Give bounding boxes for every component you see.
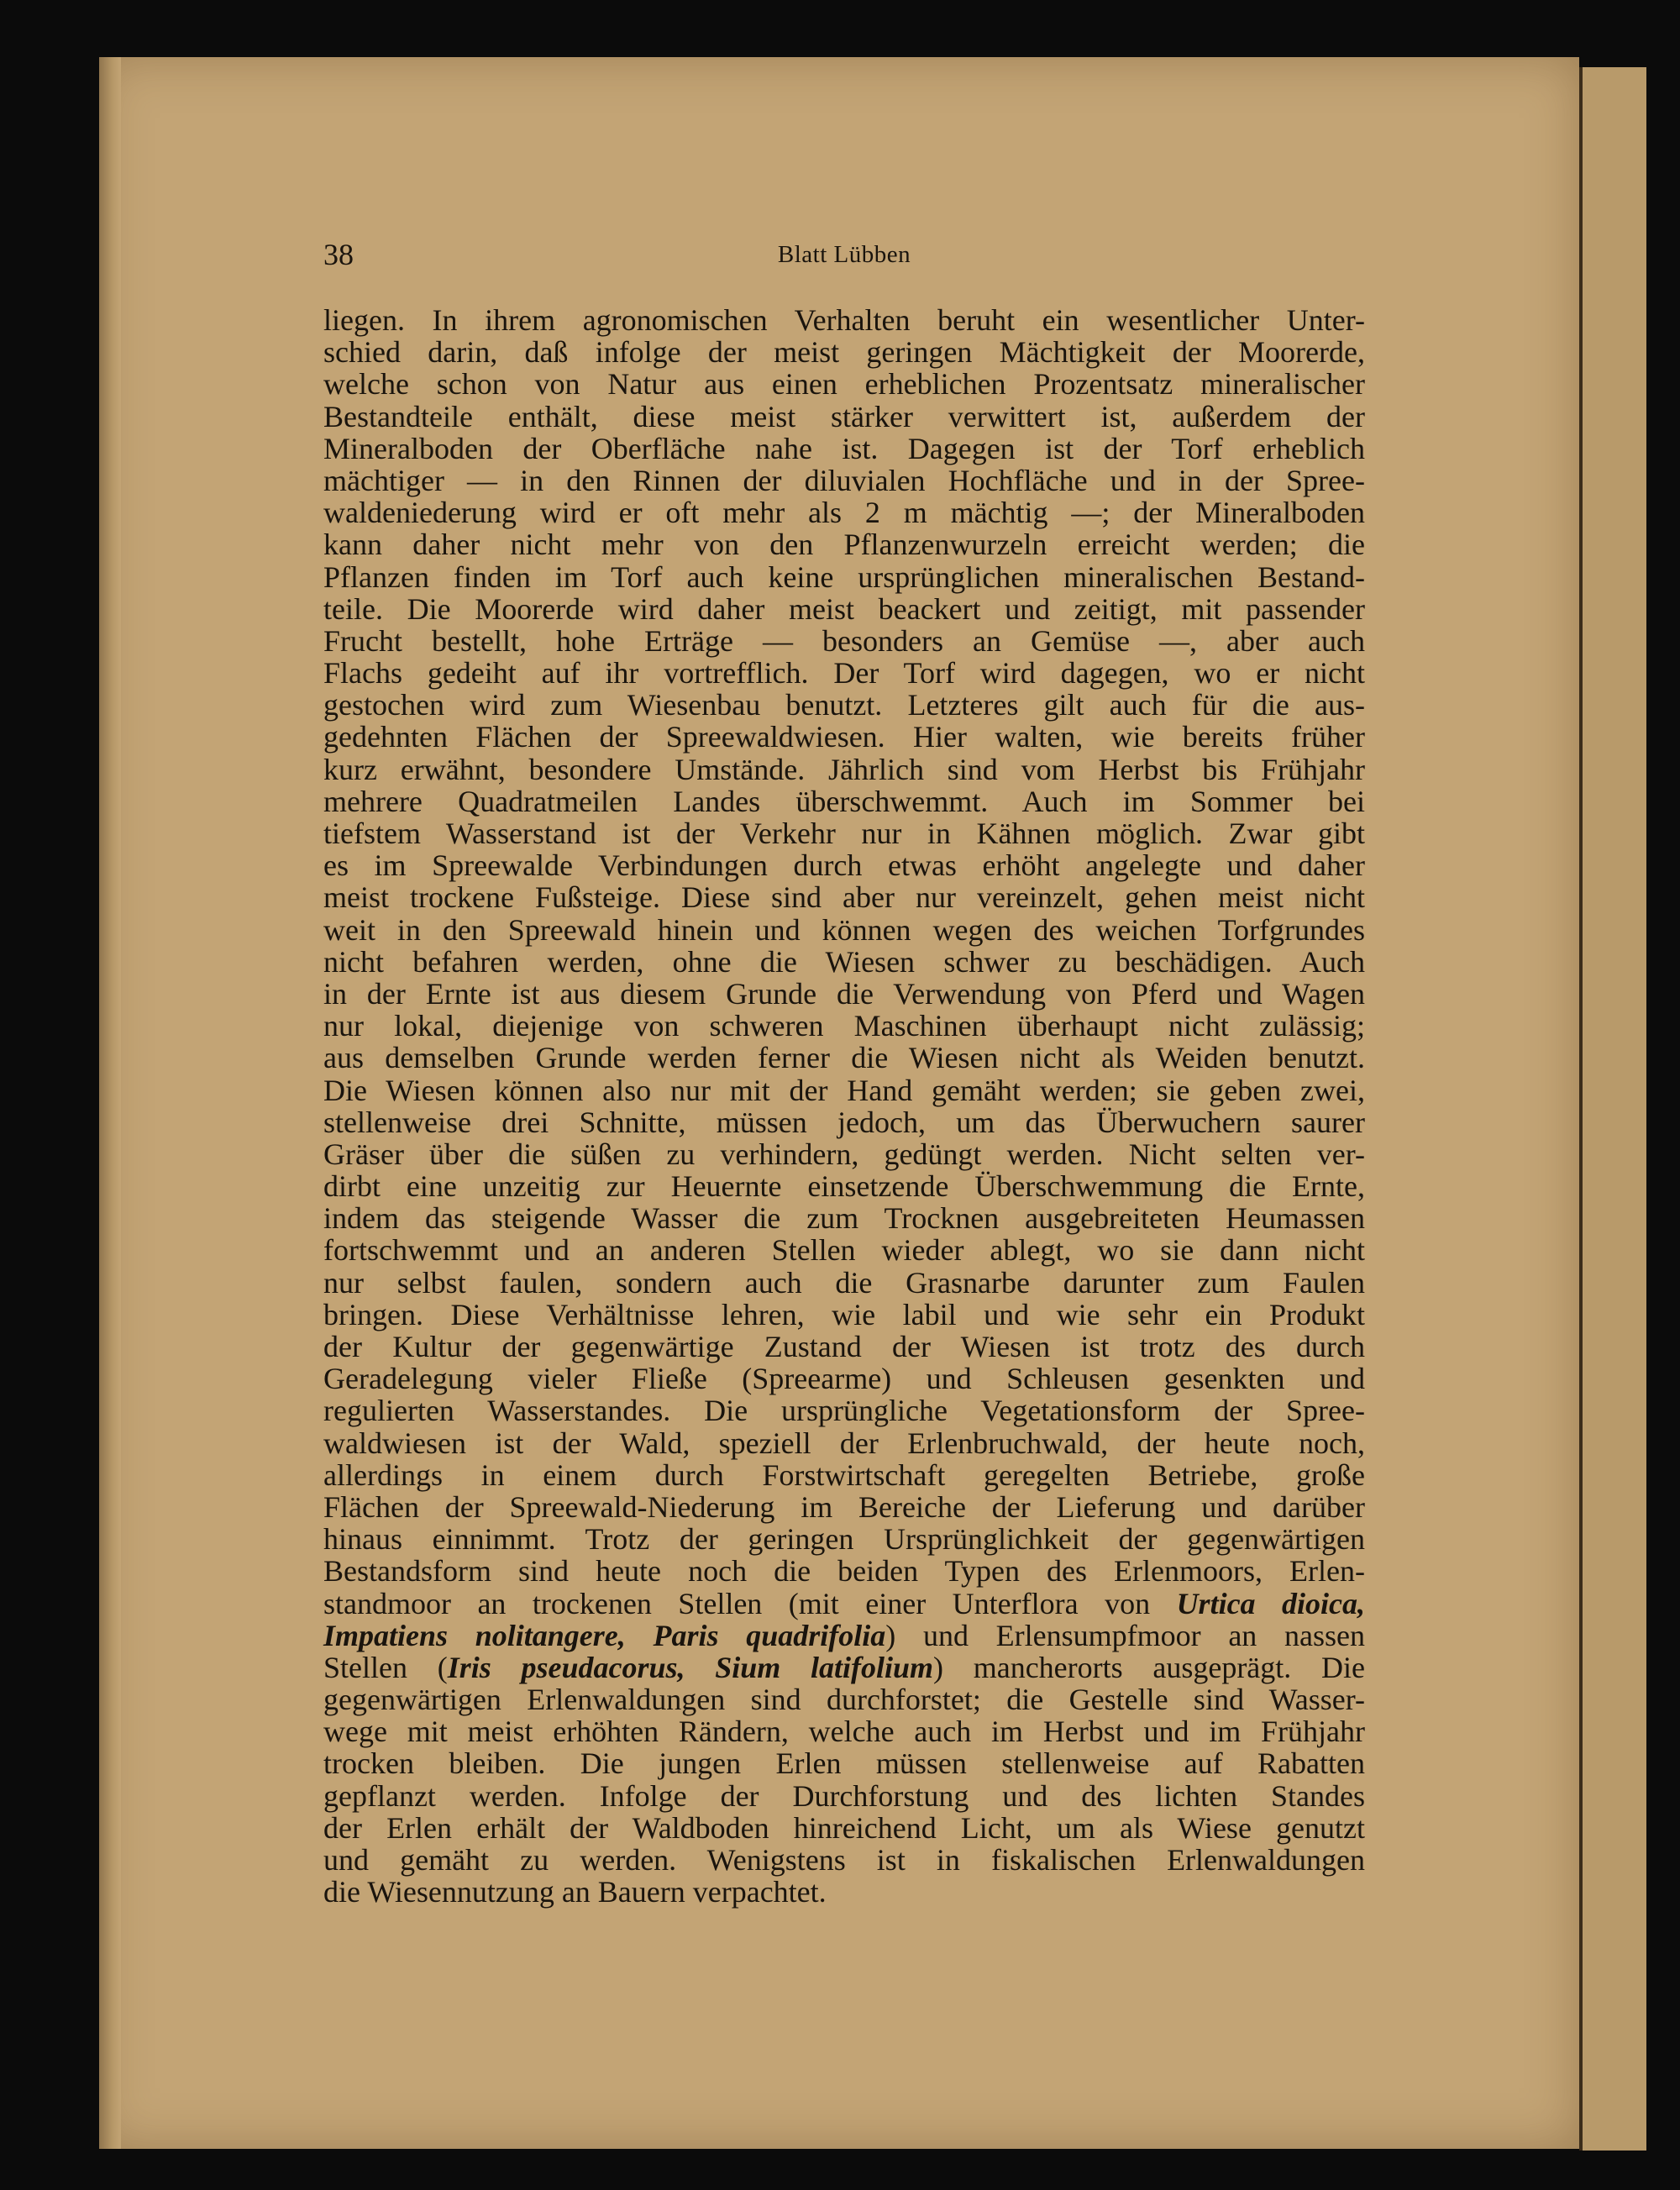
text-line-mixed bbox=[323, 1588, 1365, 1620]
text-line: Flächen der Spreewald-Niederung im Bereiche der Lieferung und darüber bbox=[323, 1489, 1365, 1524]
text-line: stellenweise drei Schnitte, müssen jedoch, um das Überwuchern saurer bbox=[323, 1105, 1365, 1139]
text-line-mixed bbox=[323, 1620, 1365, 1652]
body-text bbox=[323, 304, 1365, 1908]
page-header bbox=[323, 234, 1365, 276]
italic-species-name: Impatiens nolitangere, Paris quadrifolia bbox=[323, 1618, 886, 1652]
text-line-mixed bbox=[323, 1652, 1365, 1683]
text-line: nicht befahren werden, ohne die Wiesen schwer zu beschädigen. Auch bbox=[323, 944, 1365, 979]
text-line: mehrere Quadratmeilen Landes überschwemmt. Auch im Sommer bei bbox=[323, 784, 1365, 818]
text-line: gedehnten Flächen der Spreewaldwiesen. Hier walten, wie bereits früher bbox=[323, 720, 1365, 754]
italic-species-name: Iris pseudacorus, Sium latifolium bbox=[447, 1650, 933, 1684]
text-line: gepflanzt werden. Infolge der Durchforstung und des lichten Standes bbox=[323, 1778, 1365, 1813]
text-run: Stellen ( bbox=[323, 1650, 448, 1684]
text-line: und gemäht zu werden. Wenigstens ist in fiskalischen Erlenwaldungen bbox=[323, 1843, 1365, 1877]
text-line: Mineralboden der Oberfläche nahe ist. Dagegen ist der Torf erheblich bbox=[323, 431, 1365, 465]
text-line: bringen. Diese Verhältnisse lehren, wie labil und wie sehr ein Produkt bbox=[323, 1297, 1365, 1331]
text-line: regulierten Wasserstandes. Die ursprüngliche Vegetationsform der Spree- bbox=[323, 1394, 1365, 1428]
text-line: kann daher nicht mehr von den Pflanzenwurzeln erreicht werden; die bbox=[323, 528, 1365, 562]
text-line: meist trockene Fußsteige. Diese sind aber nur vereinzelt, gehen meist nicht bbox=[323, 880, 1365, 915]
page-edge-shading bbox=[99, 57, 121, 2149]
text-line: schied darin, daß infolge der meist geringen Mächtigkeit der Moorerde, bbox=[323, 335, 1365, 370]
text-line: wege mit meist erhöhten Rändern, welche auch im Herbst und im Frühjahr bbox=[323, 1715, 1365, 1749]
text-line: waldeniederung wird er oft mehr als 2 m mächtig —; der Mineralboden bbox=[323, 496, 1365, 530]
italic-species-name: Urtica dioica, bbox=[1176, 1586, 1366, 1620]
text-line: indem das steigende Wasser die zum Trocknen ausgebreiteten Heumassen bbox=[323, 1201, 1365, 1236]
text-line: hinaus einnimmt. Trotz der geringen Ursprünglichkeit der gegenwärtigen bbox=[323, 1522, 1365, 1557]
text-line: welche schon von Natur aus einen erheblichen Prozentsatz mineralischer bbox=[323, 367, 1365, 402]
text-line: es im Spreewalde Verbindungen durch etwas erhöht angelegte und daher bbox=[323, 848, 1365, 883]
text-line: Pflanzen finden im Torf auch keine ursprünglichen mineralischen Bestand- bbox=[323, 559, 1365, 594]
text-line: gestochen wird zum Wiesenbau benutzt. Letzteres gilt auch für die aus- bbox=[323, 688, 1365, 722]
facing-page-edge bbox=[1579, 67, 1646, 2151]
text-line: Gräser über die süßen zu verhindern, gedüngt werden. Nicht selten ver- bbox=[323, 1137, 1365, 1171]
text-line: Flachs gedeiht auf ihr vortrefflich. Der Torf wird dagegen, wo er nicht bbox=[323, 656, 1365, 691]
text-line: tiefstem Wasserstand ist der Verkehr nur in Kähnen möglich. Zwar gibt bbox=[323, 817, 1365, 850]
running-head: Blatt Lübben bbox=[777, 241, 911, 268]
text-line: weit in den Spreewald hinein und können wegen des weichen Torfgrundes bbox=[323, 912, 1365, 947]
text-run: ) und Erlensumpfmoor an nassen bbox=[885, 1618, 1365, 1652]
text-line: der Erlen erhält der Waldboden hinreichend Licht, um als Wiese genutzt bbox=[323, 1810, 1365, 1845]
text-line: teile. Die Moorerde wird daher meist beackert und zeitigt, mit passender bbox=[323, 591, 1365, 626]
text-line: Die Wiesen können also nur mit der Hand gemäht werden; sie geben zwei, bbox=[323, 1073, 1365, 1107]
text-line: nur selbst faulen, sondern auch die Grasnarbe darunter zum Faulen bbox=[323, 1265, 1365, 1300]
text-line: trocken bleiben. Die jungen Erlen müssen stellenweise auf Rabatten bbox=[323, 1746, 1365, 1781]
text-line: in der Ernte ist aus diesem Grunde die Verwendung von Pferd und Wagen bbox=[323, 976, 1365, 1011]
text-line: mächtiger — in den Rinnen der diluvialen Hochfläche und in der Spree- bbox=[323, 463, 1365, 497]
page-number: 38 bbox=[323, 238, 354, 271]
text-line: dirbt eine unzeitig zur Heuernte einsetzende Überschwemmung die Ernte, bbox=[323, 1169, 1365, 1204]
text-line: allerdings in einem durch Forstwirtschaft geregelten Betriebe, große bbox=[323, 1457, 1365, 1492]
text-line: kurz erwähnt, besondere Umstände. Jährlich sind vom Herbst bis Frühjahr bbox=[323, 752, 1365, 786]
text-line: Geradelegung vieler Fließe (Spreearme) und Schleusen gesenkten und bbox=[323, 1362, 1365, 1396]
text-line: Frucht bestellt, hohe Erträge — besonders an Gemüse —, aber auch bbox=[323, 623, 1365, 658]
text-run: ) mancherorts ausgeprägt. Die bbox=[933, 1650, 1365, 1684]
text-line: Bestandsform sind heute noch die beiden Typen des Erlenmoors, Erlen- bbox=[323, 1554, 1365, 1589]
text-run: standmoor an trockenen Stellen (mit einer Unterflora von bbox=[323, 1586, 1151, 1620]
text-line: gegenwärtigen Erlenwaldungen sind durchforstet; die Gestelle sind Wasser- bbox=[323, 1683, 1365, 1717]
text-line: der Kultur der gegenwärtige Zustand der Wiesen ist trotz des durch bbox=[323, 1330, 1365, 1363]
text-line: Bestandteile enthält, diese meist stärker verwittert ist, außerdem der bbox=[323, 399, 1365, 433]
text-line: liegen. In ihrem agronomischen Verhalten beruht ein wesentlicher Unter- bbox=[323, 303, 1365, 337]
text-line-last: die Wiesennutzung an Bauern verpachtet. bbox=[323, 1875, 827, 1909]
text-line: fortschwemmt und an anderen Stellen wieder ablegt, wo sie dann nicht bbox=[323, 1233, 1365, 1268]
text-line: nur lokal, diejenige von schweren Maschinen überhaupt nicht zulässig; bbox=[323, 1009, 1365, 1043]
text-line: aus demselben Grunde werden ferner die Wiesen nicht als Weiden benutzt. bbox=[323, 1041, 1365, 1075]
text-line: waldwiesen ist der Wald, speziell der Erlenbruchwald, der heute noch, bbox=[323, 1426, 1365, 1460]
